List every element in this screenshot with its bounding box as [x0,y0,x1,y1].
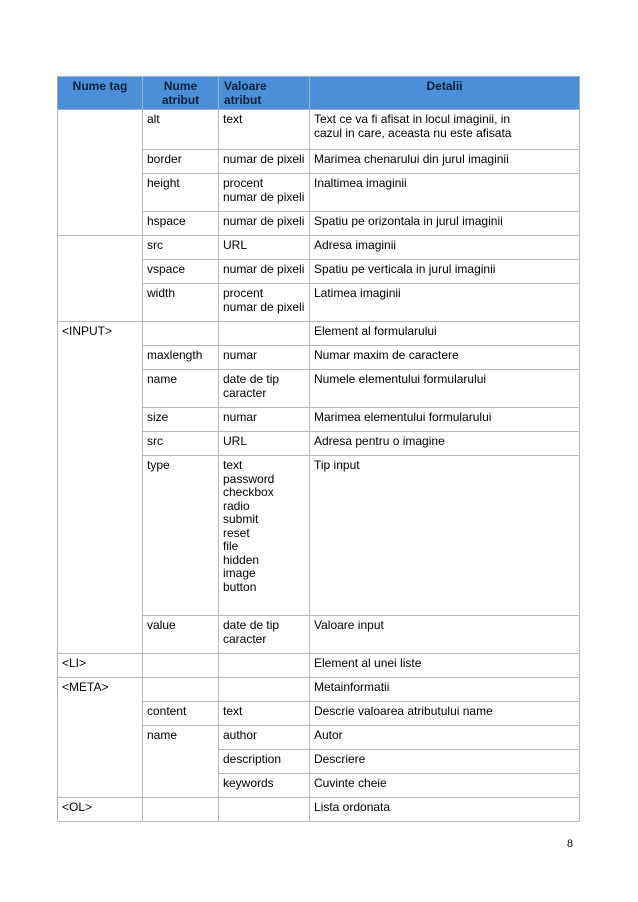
cell-attribute-value [219,774,310,798]
cell-details [310,616,580,654]
cell-attribute-name [143,322,219,346]
cell-details [310,284,580,322]
cell-tag-name [58,150,143,174]
cell-details [310,346,580,370]
cell-attribute-name: vspace [143,260,219,284]
cell-details [310,456,580,616]
details-line: Valoare input [314,618,384,632]
cell-attribute-value [219,174,310,212]
details-line: Text ce va fi afisat in locul imaginii, in [314,112,511,126]
table-row [58,774,580,798]
cell-attribute-name: src [143,236,219,260]
cell-attribute-name: name [143,370,219,408]
cell-attribute-value [219,702,310,726]
table-row [58,174,580,212]
cell-attribute-value [219,654,310,678]
attribute-value-line: caracter [223,385,267,400]
cell-tag-name: <INPUT> [58,322,143,346]
details-line: Numar maxim de caractere [314,348,459,362]
details-line: Descrie valoarea atributului name [314,704,493,718]
cell-attribute-name: maxlength [143,346,219,370]
cell-attribute-value [219,150,310,174]
table-row [58,456,580,616]
cell-tag-name [58,616,143,654]
cell-details [310,260,580,284]
attribute-value-line: hidden [223,552,260,567]
cell-attribute-name: name [143,726,219,750]
attribute-value-line: checkbox [223,485,274,499]
header-details: Detalii [310,77,580,110]
cell-attribute-value [219,322,310,346]
cell-tag-name [58,774,143,798]
table-row [58,798,580,822]
attribute-value-line: procent [223,286,264,300]
cell-attribute-value [219,260,310,284]
cell-tag-name [58,702,143,726]
cell-attribute-value [219,236,310,260]
table-row [58,726,580,750]
attribute-value-line: URL [223,434,248,448]
cell-attribute-value [219,798,310,822]
attribute-value-line: numar de pixeli [223,152,305,166]
details-line: Adresa imaginii [314,238,397,252]
attribute-value-line: keywords [223,776,274,790]
cell-tag-name [58,346,143,370]
cell-details [310,174,580,212]
attribute-value-line: caracter [223,631,267,646]
cell-tag-name [58,432,143,456]
table-row [58,616,580,654]
details-line: Metainformatii [314,680,390,694]
table-row [58,110,580,150]
page-number: 8 [567,836,573,850]
attribute-value-line: button [223,579,257,594]
cell-tag-name [58,236,143,260]
attribute-value-line: description [223,752,282,766]
table-row [58,236,580,260]
details-line: Marimea chenarului din jurul imaginii [314,152,509,166]
details-line: Cuvinte cheie [314,776,387,790]
details-line: Autor [314,728,343,742]
table-row [58,678,580,702]
cell-attribute-name [143,798,219,822]
cell-attribute-name: alt [143,110,219,150]
attribute-value-line: radio [223,498,250,513]
cell-tag-name [58,408,143,432]
attribute-value-line: image [223,566,256,580]
cell-attribute-value [219,456,310,616]
cell-attribute-name [143,654,219,678]
table-row [58,750,580,774]
cell-attribute-value [219,726,310,750]
cell-attribute-value [219,346,310,370]
table-row [58,654,580,678]
cell-attribute-name: hspace [143,212,219,236]
table-row [58,702,580,726]
details-line: Lista ordonata [314,800,391,814]
cell-details [310,678,580,702]
cell-tag-name: <OL> [58,798,143,822]
cell-details [310,654,580,678]
table-row [58,370,580,408]
attribute-value-line: text [223,458,243,472]
table-row [58,346,580,370]
attribute-value-line: procent [223,176,264,190]
table-row [58,260,580,284]
details-line: Adresa pentru o imagine [314,434,445,448]
attribute-value-line: reset [223,525,250,540]
cell-attribute-name: src [143,432,219,456]
details-line: cazul in care, aceasta nu este afisata [314,125,512,140]
attribute-value-line: text [223,704,243,718]
cell-details [310,774,580,798]
cell-attribute-value [219,432,310,456]
cell-attribute-value [219,408,310,432]
attribute-value-line: date de tip [223,618,280,632]
cell-details [310,750,580,774]
details-line: Descriere [314,752,366,766]
details-line: Marimea elementului formularului [314,410,492,424]
cell-attribute-name [143,678,219,702]
cell-attribute-value [219,370,310,408]
attribute-value-line: password [223,471,275,486]
cell-details [310,150,580,174]
cell-tag-name [58,174,143,212]
cell-tag-name: <LI> [58,654,143,678]
table-row [58,322,580,346]
cell-tag-name [58,370,143,408]
cell-tag-name: <META> [58,678,143,702]
cell-attribute-name: size [143,408,219,432]
details-line: Latimea imaginii [314,286,401,300]
details-line: Numele elementului formularului [314,372,487,386]
details-line: Element al unei liste [314,656,422,670]
cell-tag-name [58,456,143,616]
attribute-value-line: numar [223,348,258,362]
cell-details [310,726,580,750]
cell-attribute-value [219,110,310,150]
cell-details [310,236,580,260]
attribute-value-line: submit [223,512,259,526]
cell-attribute-name [143,774,219,798]
cell-tag-name [58,260,143,284]
attribute-value-line: numar de pixeli [223,214,305,228]
attribute-value-line: numar de pixeli [223,299,305,314]
header-attribute-value: Valoare atribut [219,77,310,110]
cell-tag-name [58,726,143,750]
header-attribute-name-line1: Nume [163,79,198,93]
cell-details [310,322,580,346]
cell-attribute-value [219,678,310,702]
cell-attribute-value [219,750,310,774]
cell-details [310,432,580,456]
cell-attribute-value [219,284,310,322]
table-header-row [58,77,580,110]
attribute-value-line: text [223,112,243,126]
details-line: Element al formularului [314,324,437,338]
table-row [58,150,580,174]
html-attributes-table [57,76,580,822]
cell-tag-name [58,750,143,774]
cell-attribute-name: height [143,174,219,212]
attribute-value-line: numar [223,410,258,424]
details-line: Tip input [314,458,360,472]
cell-details [310,702,580,726]
cell-details [310,798,580,822]
table-row [58,212,580,236]
table-row [58,284,580,322]
details-line: Spatiu pe verticala in jurul imaginii [314,262,496,276]
attribute-value-line: date de tip [223,372,280,386]
cell-attribute-name: width [143,284,219,322]
cell-attribute-value [219,616,310,654]
cell-attribute-name: type [143,456,219,616]
details-line: Inaltimea imaginii [314,176,407,190]
cell-attribute-value [219,212,310,236]
cell-attribute-name: value [143,616,219,654]
attribute-value-line: numar de pixeli [223,262,305,276]
header-tag-name: Nume tag [58,77,143,110]
attribute-value-line: URL [223,238,248,252]
table-body [58,110,580,822]
cell-details [310,370,580,408]
cell-tag-name [58,284,143,322]
table-row [58,432,580,456]
cell-details [310,110,580,150]
attribute-value-line: numar de pixeli [223,189,305,204]
attribute-value-line: author [223,728,258,742]
attribute-value-line: file [223,539,239,553]
details-line: Spatiu pe orizontala in jurul imaginii [314,214,503,228]
cell-attribute-name: border [143,150,219,174]
table-row [58,408,580,432]
cell-details [310,212,580,236]
cell-details [310,408,580,432]
header-attribute-name-line2: atribut [161,92,200,107]
cell-attribute-name: content [143,702,219,726]
cell-attribute-name [143,750,219,774]
header-attribute-name [143,77,219,110]
cell-tag-name [58,110,143,150]
cell-tag-name [58,212,143,236]
